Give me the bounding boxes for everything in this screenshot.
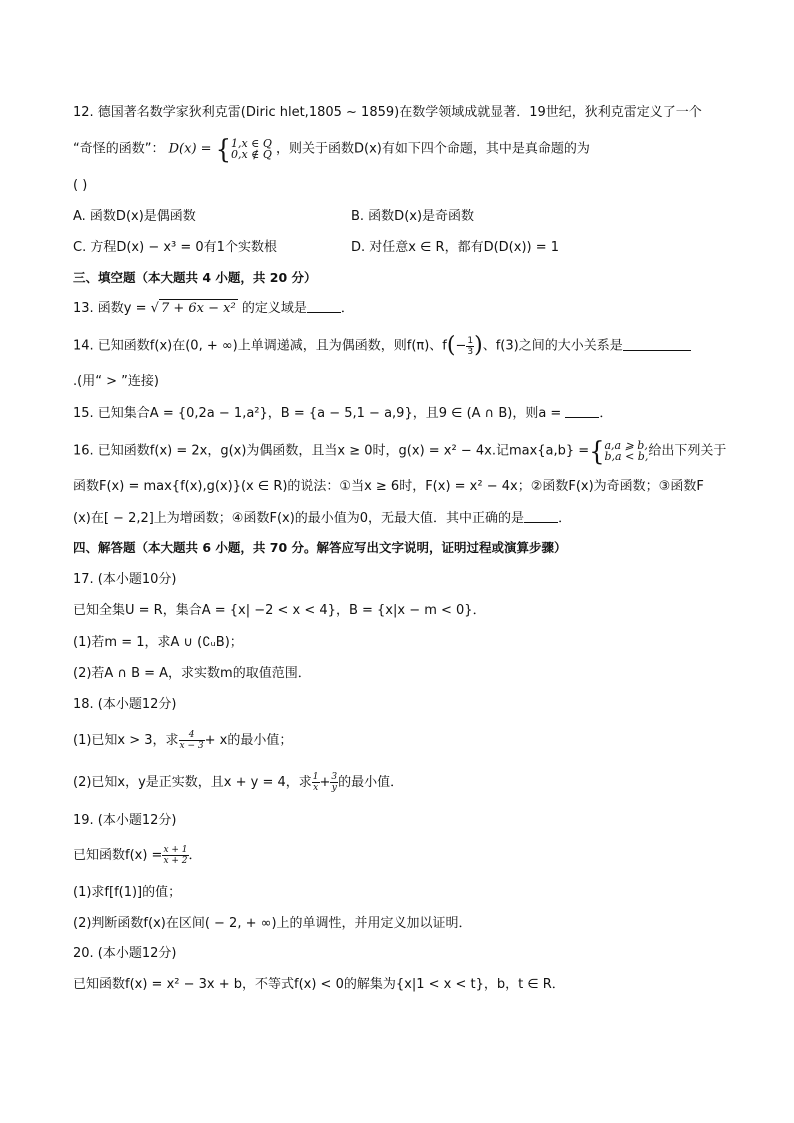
- q12-line1: 12. 德国著名数学家狄利克雷(Diric hlet,1805 ~ 1859)在数学领域成就显著．19世纪，狄利克雷定义了一个: [73, 105, 702, 120]
- q19-part2: (2)判断函数f(x)在区间( − 2, + ∞)上的单调性，并用定义加以证明．: [73, 916, 472, 931]
- q17-part1: (1)若m = 1，求A ∪ (∁ᵤB)；: [73, 635, 243, 650]
- q18-p2-den1: x: [313, 783, 319, 793]
- q15: [73, 405, 612, 423]
- q16-cases: [604, 440, 648, 462]
- section-4-heading: 四、解答题（本大题共 6 小题，共 70 分。解答应写出文字说明，证明过程或演算步骤）: [73, 540, 567, 555]
- q14-prefix: 14. 已知函数f(x)在(0, + ∞)上单调递减，且为偶函数，则f(π)、f: [73, 338, 447, 354]
- q12-function-name: D(x) =: [168, 141, 212, 157]
- q13-radicand: 7 + 6x − x²: [160, 301, 236, 316]
- q18-p2-plus: +: [319, 775, 331, 790]
- q17-stem: 已知全集U = R，集合A = {x| −2 < x < 4}，B = {x|x − m < 0}．: [73, 603, 486, 618]
- q12-line2-suffix: ，则关于函数D(x)有如下四个命题，其中是真命题的为: [275, 141, 590, 157]
- q14-suffix: 、f(3)之间的大小关系是: [482, 338, 623, 354]
- q14-line1: [73, 331, 691, 361]
- q17-part2: (2)若A ∩ B = A，求实数m的取值范围．: [73, 666, 311, 681]
- q14-right-paren: ): [474, 333, 483, 358]
- q15-answer-blank[interactable]: [565, 405, 599, 418]
- q16-case1: a,a ⩾ b,: [604, 439, 648, 452]
- q12-answer-paren: ( ): [73, 178, 88, 193]
- q19-stem: [73, 842, 202, 870]
- q16-answer-blank[interactable]: [524, 510, 558, 523]
- q12-brace: {: [215, 133, 231, 165]
- q13-sqrt-sign: √: [150, 301, 159, 316]
- q14-fraction: [466, 336, 474, 357]
- q18-p2-num2: 3: [331, 772, 338, 782]
- q16-prefix: 16. 已知函数f(x) = 2x，g(x)为偶函数，且当x ≥ 0时，g(x) = x² − 4x.记max{a,b} =: [73, 443, 590, 459]
- q14-answer-blank[interactable]: [623, 338, 691, 351]
- q14-frac-num: 1: [467, 335, 474, 346]
- q18-part2: [73, 769, 403, 797]
- q18-p2-frac2: [330, 772, 338, 793]
- q18-p2-num1: 1: [312, 772, 319, 782]
- q15-end: ．: [599, 406, 613, 421]
- q12-option-d: D. 对任意x ∈ R，都有D(D(x)) = 1: [351, 240, 560, 255]
- q19-frac-num: x + 1: [163, 845, 188, 855]
- q17-title: 17. (本小题10分): [73, 572, 177, 587]
- q18-p1-fraction: [179, 730, 205, 751]
- q19-frac-den: x + 2: [163, 856, 188, 866]
- q19-stem-prefix: 已知函数f(x) =: [73, 848, 163, 863]
- q12-case1: 1,x ∈ Q: [230, 137, 272, 150]
- q12-option-a: A. 函数D(x)是偶函数: [73, 209, 196, 224]
- q13-end: ．: [340, 301, 354, 316]
- q18-p1-den: x − 3: [179, 741, 204, 751]
- q13: [73, 299, 354, 318]
- q16-line3-text: (x)在[ − 2,2]上为增函数；④函数F(x)的最小值为0，无最大值．其中正确的是: [73, 511, 525, 526]
- q16-line2: 函数F(x) = max{f(x),g(x)}(x ∈ R)的说法：①当x ≥ 6时，F(x) = x² − 4x；②函数F(x)为奇函数；③函数F: [73, 479, 704, 494]
- q19-part1: (1)求f[f(1)]的值；: [73, 885, 182, 900]
- q19-title: 19. (本小题12分): [73, 813, 177, 828]
- q15-text: 15. 已知集合A = {0,2a − 1,a²}，B = {a − 5,1 − a,9}，且9 ∈ (A ∩ B)，则a =: [73, 406, 562, 421]
- q19-stem-end: ．: [188, 848, 202, 863]
- q14-line2: .(用“ > ”连接): [73, 374, 159, 389]
- q16-brace: {: [589, 435, 605, 467]
- q12-line2-prefix: “奇怪的函数”：: [73, 141, 165, 157]
- q16-line1: [73, 436, 726, 466]
- section-3-heading: 三、填空题（本大题共 4 小题，共 20 分）: [73, 270, 317, 285]
- q18-p1-suffix: + x的最小值；: [204, 733, 293, 748]
- q13-suffix: 的定义域是: [241, 301, 307, 316]
- q18-title: 18. (本小题12分): [73, 697, 177, 712]
- q13-prefix: 13. 函数y =: [73, 301, 147, 316]
- q18-p1-prefix: (1)已知x > 3，求: [73, 733, 179, 748]
- q18-p2-frac1: [312, 772, 320, 793]
- q14-frac-den: 3: [467, 346, 474, 357]
- q12-option-c: C. 方程D(x) − x³ = 0有1个实数根: [73, 240, 277, 255]
- q18-part1: [73, 727, 292, 755]
- q13-answer-blank[interactable]: [307, 300, 341, 313]
- q18-p2-den2: y: [331, 783, 337, 793]
- q18-p2-prefix: (2)已知x，y是正实数，且x + y = 4，求: [73, 775, 312, 790]
- q20-stem: 已知函数f(x) = x² − 3x + b，不等式f(x) < 0的解集为{x|1 < x < t}，b，t ∈ R．: [73, 977, 565, 992]
- q18-p2-suffix: 的最小值．: [338, 775, 404, 790]
- q12-cases: [231, 138, 272, 160]
- q19-fraction: [162, 845, 188, 866]
- q14-left-paren: (: [446, 333, 456, 358]
- q14-minus: −: [455, 338, 467, 354]
- q16-line3: [73, 510, 571, 528]
- q20-title: 20. (本小题12分): [73, 946, 177, 961]
- q12-option-b: B. 函数D(x)是奇函数: [351, 209, 475, 224]
- q16-suffix: 给出下列关于: [648, 443, 727, 459]
- q16-end: ．: [558, 511, 572, 526]
- q12-case2: 0,x ∉ Q: [230, 148, 272, 161]
- q12-line2: [73, 132, 590, 166]
- q16-case2: b,a < b,: [604, 450, 649, 463]
- q18-p1-num: 4: [179, 730, 205, 741]
